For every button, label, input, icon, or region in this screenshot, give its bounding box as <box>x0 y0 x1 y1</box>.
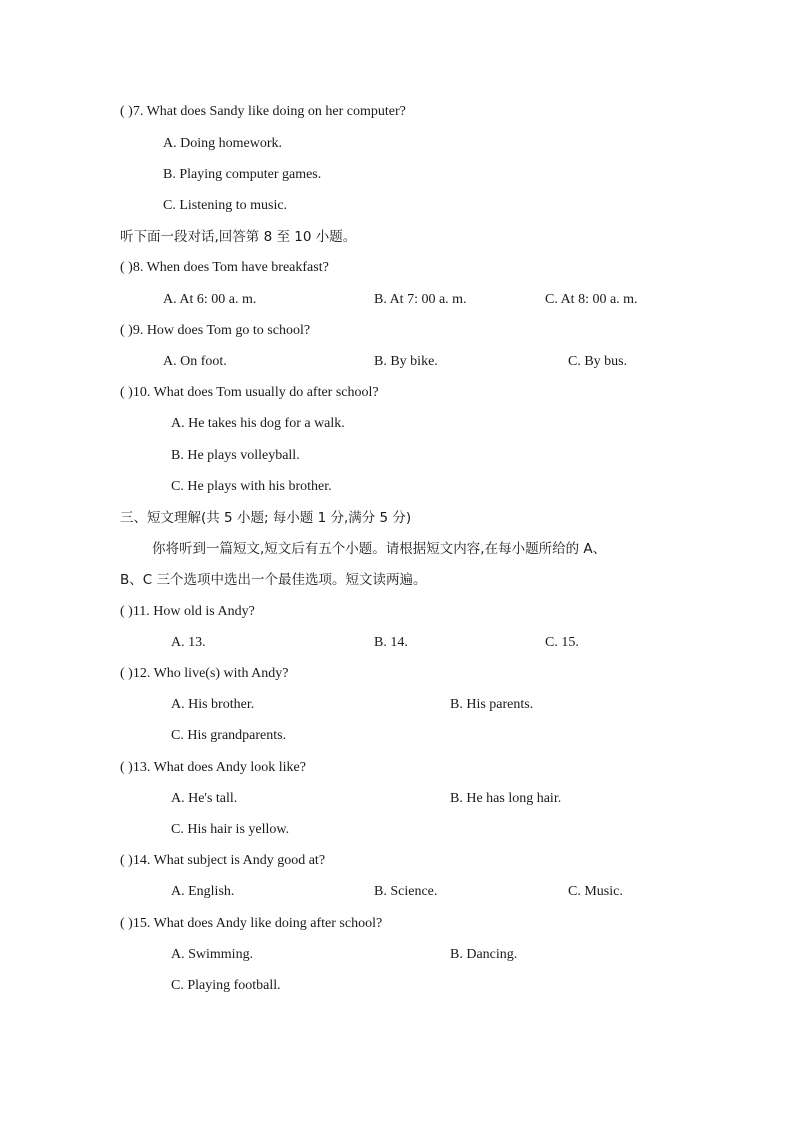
question-11-option-a: A. 13. <box>171 635 206 650</box>
question-8-stem: ( )8. When does Tom have breakfast? <box>120 260 329 275</box>
question-12-stem: ( )12. Who live(s) with Andy? <box>120 666 289 681</box>
question-12-option-b: B. His parents. <box>450 697 534 712</box>
question-12-option-a: A. His brother. <box>171 697 255 712</box>
question-15-option-b: B. Dancing. <box>450 947 518 962</box>
question-9-option-c: C. By bus. <box>568 354 628 369</box>
question-8-option-c: C. At 8: 00 a. m. <box>545 292 638 307</box>
question-13-option-c: C. His hair is yellow. <box>171 822 290 837</box>
question-7-option-b: B. Playing computer games. <box>163 167 322 182</box>
question-15-stem: ( )15. What does Andy like doing after school? <box>120 916 383 931</box>
question-13-option-b: B. He has long hair. <box>450 791 562 806</box>
section-3-title: 三、短文理解(共 5 小题; 每小题 1 分,满分 5 分) <box>120 510 412 526</box>
question-14-stem: ( )14. What subject is Andy good at? <box>120 853 326 868</box>
question-15-option-c: C. Playing football. <box>171 978 281 993</box>
question-14-option-a: A. English. <box>171 884 235 899</box>
question-13-option-a: A. He's tall. <box>171 791 238 806</box>
question-9-option-b: B. By bike. <box>374 354 438 369</box>
question-7-option-a: A. Doing homework. <box>163 136 282 151</box>
question-7-stem: ( )7. What does Sandy like doing on her computer? <box>120 104 406 119</box>
question-11-stem: ( )11. How old is Andy? <box>120 604 255 619</box>
question-12-option-c: C. His grandparents. <box>171 728 287 743</box>
question-11-option-b: B. 14. <box>374 635 408 650</box>
question-8-option-b: B. At 7: 00 a. m. <box>374 292 467 307</box>
question-13-stem: ( )13. What does Andy look like? <box>120 760 306 775</box>
question-14-option-c: C. Music. <box>568 884 623 899</box>
question-10-option-b: B. He plays volleyball. <box>171 448 300 463</box>
section-3-instruction-line2: B、C 三个选项中选出一个最佳选项。短文读两遍。 <box>120 572 427 588</box>
question-9-option-a: A. On foot. <box>163 354 227 369</box>
question-10-option-c: C. He plays with his brother. <box>171 479 332 494</box>
question-14-option-b: B. Science. <box>374 884 438 899</box>
dialog-section-instruction: 听下面一段对话,回答第 8 至 10 小题。 <box>120 229 357 245</box>
question-11-option-c: C. 15. <box>545 635 579 650</box>
question-8-option-a: A. At 6: 00 a. m. <box>163 292 257 307</box>
question-15-option-a: A. Swimming. <box>171 947 254 962</box>
question-10-option-a: A. He takes his dog for a walk. <box>171 416 345 431</box>
question-7-option-c: C. Listening to music. <box>163 198 288 213</box>
question-10-stem: ( )10. What does Tom usually do after school? <box>120 385 379 400</box>
section-3-instruction-line1: 你将听到一篇短文,短文后有五个小题。请根据短文内容,在每小题所给的 A、 <box>152 541 607 557</box>
question-9-stem: ( )9. How does Tom go to school? <box>120 323 311 338</box>
